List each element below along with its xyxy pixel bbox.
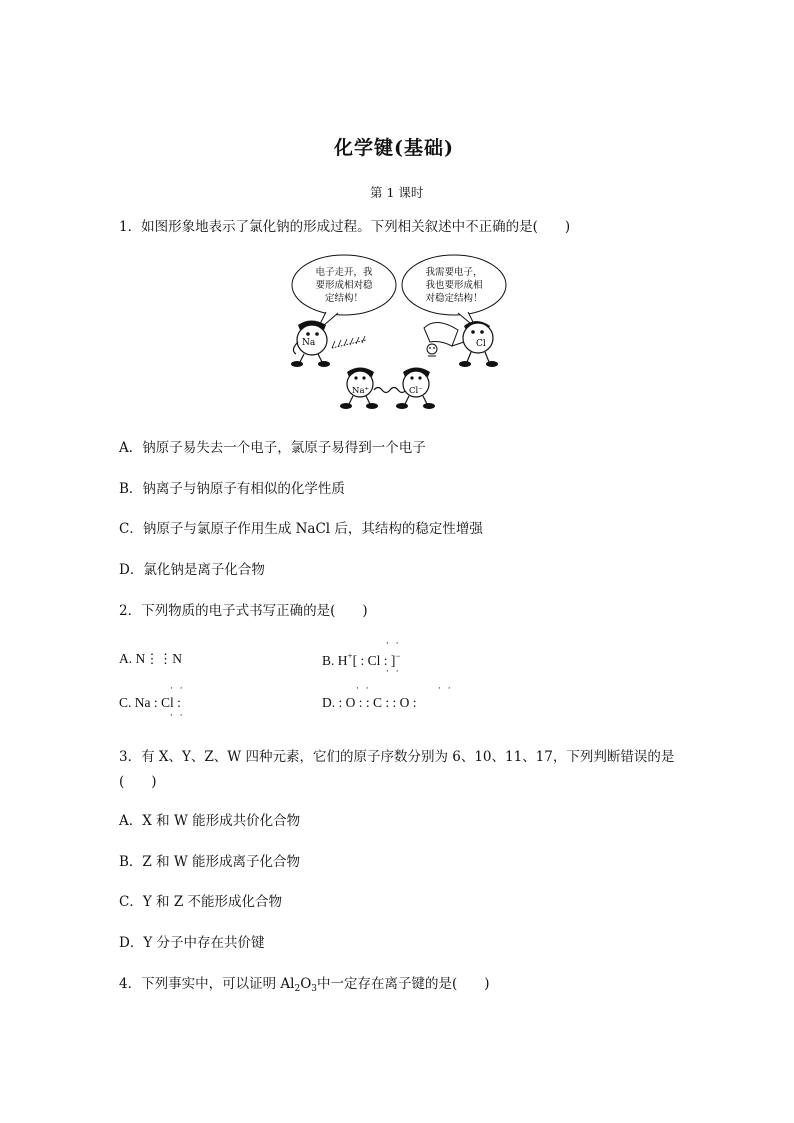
bubble-right-line-2: 我也要形成相 xyxy=(425,280,483,291)
question-2-stem: 2．下列物质的电子式书写正确的是( ) xyxy=(119,603,368,619)
q2-option-d: D. : O : : C : : O : xyxy=(322,695,417,710)
cl-ion-character xyxy=(396,368,435,410)
q3-option-c: C．Y 和 Z 不能形成化合物 xyxy=(119,894,282,910)
cl-atom-label: Cl xyxy=(476,339,486,349)
q4-stem-mid: O xyxy=(300,976,312,992)
cl-ion-label: Cl⁻ xyxy=(409,386,423,396)
q2-option-b-plus: + xyxy=(347,651,353,661)
q1-option-c: C．钠原子与氯原子作用生成 NaCl 后，其结构的稳定性增强 xyxy=(119,521,483,537)
q2-option-b-dots-top: · · xyxy=(386,639,401,649)
na-atom-character xyxy=(291,321,366,368)
question-3-stem-line-1: 3．有 X、Y、Z、W 四种元素，它们的原子序数分别为 6、10、11、17，下列判断错误的是 xyxy=(119,749,675,765)
q4-sub-2: 3 xyxy=(311,984,317,994)
question-4-stem xyxy=(119,972,490,994)
speech-bubble-left xyxy=(292,255,396,332)
q4-stem-prefix: 4．下列事实中，可以证明 Al xyxy=(119,976,295,992)
na-ion-label: Na⁺ xyxy=(352,386,369,396)
bubble-right-line-1: 我需要电子， xyxy=(425,267,483,278)
ionic-bond-wave xyxy=(374,388,406,393)
bubble-left-line-1: 电子走开，我 xyxy=(315,267,373,278)
q3-option-b: B．Z 和 W 能形成离子化合物 xyxy=(119,854,301,870)
lesson-subtitle: 第 1 课时 xyxy=(370,185,424,200)
bubble-left-line-2: 要形成相对稳 xyxy=(315,280,373,291)
q3-option-d: D．Y 分子中存在共价键 xyxy=(119,935,265,951)
question-1-stem: 1．如图形象地表示了氯化钠的形成过程。下列相关叙述中不正确的是( ) xyxy=(119,219,571,235)
na-ion-character xyxy=(340,368,378,410)
speech-bubble-right xyxy=(402,255,506,328)
na-atom-label: Na xyxy=(302,338,316,348)
q1-option-d: D．氯化钠是离子化合物 xyxy=(119,562,265,578)
q4-sub-1: 2 xyxy=(294,984,301,994)
q1-option-b: B．钠离子与钠原子有相似的化学性质 xyxy=(119,481,345,497)
question-3-stem-line-2: ( ) xyxy=(119,774,157,790)
bubble-right-line-3: 对稳定结构！ xyxy=(425,293,483,304)
q2-option-d-dots-o2: · · xyxy=(438,684,453,694)
q4-stem-suffix: 中一定存在离子键的是( ) xyxy=(317,976,490,992)
q2-option-d-dots-o1: · · xyxy=(356,684,371,694)
q2-option-c: C. Na : Cl : xyxy=(119,695,181,710)
q2-option-b-body: [ : Cl : ] xyxy=(352,653,396,668)
page-title: 化学键(基础) xyxy=(334,137,454,159)
q2-option-a: A. N⋮⋮N xyxy=(119,651,182,666)
q2-option-b-minus: − xyxy=(395,651,401,661)
q2-option-c-dots-bottom: · · xyxy=(170,711,185,721)
q2-option-c-dots-top: · · xyxy=(170,684,185,694)
bubble-left-line-3: 定结构！ xyxy=(324,293,364,304)
q2-option-b-prefix: B. H xyxy=(322,653,348,668)
q3-option-a: A．X 和 W 能形成共价化合物 xyxy=(119,813,301,829)
nacl-formation-illustration xyxy=(286,250,516,420)
q1-option-a: A．钠原子易失去一个电子，氯原子易得到一个电子 xyxy=(119,440,426,456)
cl-atom-character xyxy=(424,321,498,367)
q2-option-b-dots-bottom: · · xyxy=(386,667,401,677)
